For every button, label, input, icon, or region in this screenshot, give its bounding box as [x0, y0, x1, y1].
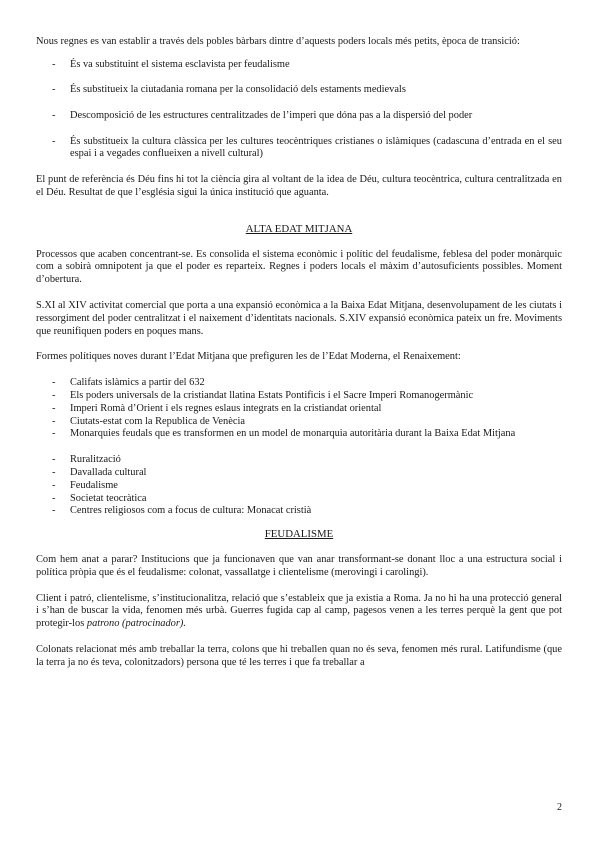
dash-bullet: -: [52, 84, 56, 96]
dash-bullet: -: [52, 402, 56, 414]
dash-bullet: -: [52, 454, 56, 466]
list-item: - Imperi Romà d’Orient i els regnes eslaus integrats en la cristiandat oriental: [52, 402, 382, 414]
list-item: - Califats islàmics a partir del 632: [52, 377, 205, 389]
list-item: - Ciutats-estat com la Republica de Venècia: [52, 415, 245, 427]
list-item: - Monarquies feudals que es transformen en un model de monarquia autoritària durant la Baixa Edat Mitjana: [52, 428, 516, 440]
list-item: - És substitueix la cultura clàssica per les cultures teocèntriques cristianes o islàmiques (cadascuna d’entrada en el seu espai i a vegades conflueixen a nivell cultural): [52, 135, 562, 160]
dash-bullet: -: [52, 466, 56, 478]
alta-paragraph-1: Processos que acaben concentrant-se. Es consolida el sistema econòmic i polític del feudalisme, feblesa del poder monàrquic com a sobirà omnipotent ja que el poder es reparteix. Regnes i poders locals el màxim d’autosuficients possibles. Moment d’obertura.: [36, 248, 562, 286]
patrono-italic: patrono (patrocinador).: [86, 618, 186, 630]
dash-bullet: -: [52, 505, 56, 517]
heading-alta-edat-mitjana: ALTA EDAT MITJANA: [245, 222, 353, 235]
dash-bullet: -: [52, 428, 56, 440]
list-item: - Descomposició de les estructures centralitzades de l’imperi que dóna pas a la dispersió del poder: [52, 109, 473, 121]
feudalisme-paragraph-1: Com hem anat a parar? Institucions que ja funcionaven que van anar transformant-se donant lloc a una estructura social i política pròpia que és el feudalisme: colonat, vassallatge i clientelisme (merovingi i carolingi).: [36, 553, 562, 578]
alta-paragraph-2: S.XI al XIV activitat comercial que porta a una expansió econòmica a la Baixa Edat Mitjana, desenvolupament de les ciutats i ressorgiment del poder centralitzat i el naixement d’identitats nacionals. S.XIV expansió econòmica pateix un fre. Moviments que reunifiquen poders en poques mans.: [36, 299, 562, 337]
heading-feudalisme: FEUDALISME: [264, 528, 334, 541]
feudalisme-paragraph-2: Client i patró, clientelisme, s’institucionalitza, relació que s’estableix que ja existia a Roma. Ja no hi ha una protecció general i s’han de buscar la vida, fenomen més urbà. Guerres fugida cap al camp, pagesos venen a les terres perquè la gent que pot protegir-los patrono (patrocinador).: [36, 592, 562, 630]
feudalisme-paragraph-3: Colonats relacionat més amb treballar la terra, colons que hi treballen quan no és seva, fenomen més rural. Latifundisme (que la terra ja no és teva, colonitzadors) persona que té les terres i que fa treballar a: [36, 643, 562, 668]
list-item: - Centres religiosos com a focus de cultura: Monacat cristià: [52, 505, 312, 517]
list-item: - Els poders universals de la cristiandat llatina Estats Pontificis i el Sacre Imperi Romanogermànic: [52, 389, 474, 401]
page-number: 2: [557, 802, 562, 813]
dash-bullet: -: [52, 389, 56, 401]
document-page: [36, 36, 562, 669]
political-forms-list: [36, 377, 562, 441]
dash-bullet: -: [52, 415, 56, 427]
dash-bullet: -: [52, 58, 56, 70]
dash-bullet: -: [52, 109, 56, 121]
list-item: - Davallada cultural: [52, 466, 147, 478]
dash-bullet: -: [52, 492, 56, 504]
characteristics-list: [36, 454, 562, 518]
list-item: - Ruralització: [52, 454, 121, 466]
transition-list: [36, 59, 562, 161]
list-item: - Feudalisme: [52, 479, 118, 491]
list-item: - Societat teocràtica: [52, 492, 147, 504]
list-item: - És substitueix la ciutadania romana per la consolidació dels estaments medievals: [52, 84, 406, 96]
alta-paragraph-3: Formes polítiques noves durant l’Edat Mitjana que prefiguren les de l’Edat Moderna, el Renaixement:: [36, 351, 461, 363]
intro-paragraph: Nous regnes es van establir a través dels pobles bàrbars dintre d’aquests poders locals més petits, època de transició:: [36, 36, 520, 47]
theocentric-paragraph: El punt de referència és Déu fins hi tot la ciència gira al voltant de la idea de Déu, cultura teocèntrica, cultura centralitzada en el Déu. Resultat de que l’església sigui la única institució que aguanta.: [36, 174, 562, 198]
dash-bullet: -: [52, 479, 56, 491]
dash-bullet: -: [52, 377, 56, 389]
dash-bullet: -: [52, 135, 56, 147]
list-item: - És va substituint el sistema esclavista per feudalisme: [52, 58, 290, 70]
